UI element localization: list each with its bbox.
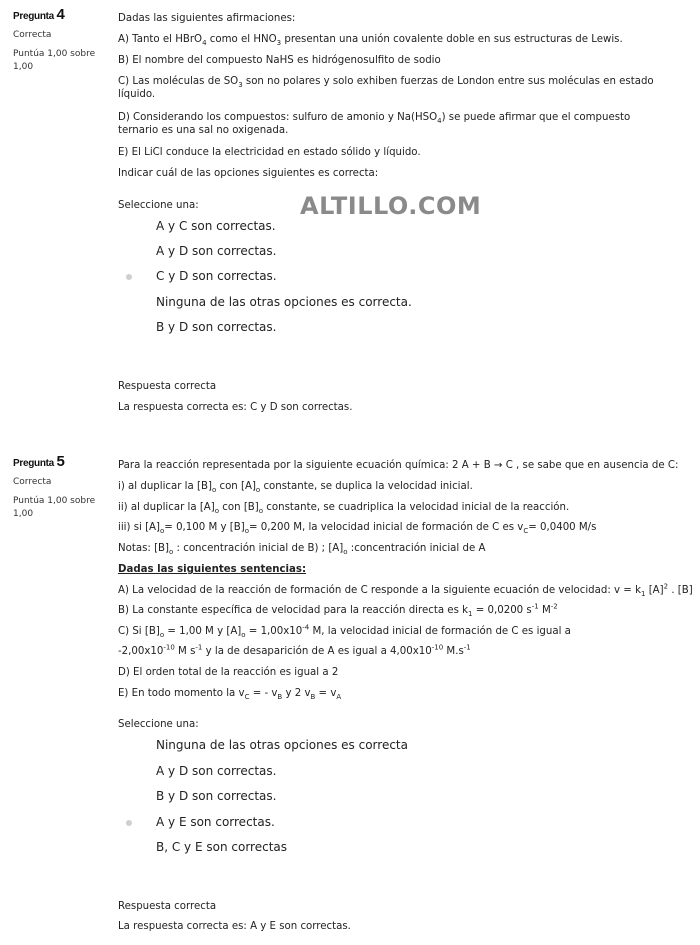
q5-statement-c-line2: $-2,00x10^{-10}$ M $s^{-1}$ y la de desaparición de A es igual a $4,00x10^{-10}$ $M.s^{-1}$	[118, 643, 471, 657]
q4-feedback: Respuesta correcta	[118, 381, 217, 392]
q4-intro: Dadas las siguientes afirmaciones:	[118, 13, 296, 24]
q5-statement-d: D) El orden total de la reacción es igual a 2	[118, 667, 339, 678]
q4-statement-d: D) Considerando los compuestos: sulfuro de amonio y $Na(HSO_4)$ se puede afirmar que el compuesto ternario es una sal no oxigenada.	[118, 112, 631, 136]
q4-option-1[interactable]: A y C son correctas.	[156, 219, 276, 233]
question-label: Pregunta 4	[13, 6, 65, 23]
question-grade: Puntúa 1,00 sobre 1,00	[13, 496, 96, 519]
q5-option-3[interactable]: B y D son correctas.	[156, 789, 277, 803]
q5-feedback: Respuesta correcta	[118, 901, 217, 912]
question-info-5	[13, 455, 108, 521]
q5-heading: Dadas las siguientes sentencias:	[118, 564, 307, 575]
q4-indicate: Indicar cuál de las opciones siguientes es correcta:	[118, 168, 379, 179]
q5-intro: Para la reacción representada por la siguiente ecuación química: 2 A + B → C , se sabe que en ausencia de C:	[118, 460, 679, 471]
q5-option-5[interactable]: B, C y E son correctas	[156, 840, 288, 854]
question-grade: Puntúa 1,00 sobre 1,00	[13, 49, 96, 72]
q5-correct-answer: La respuesta correcta es: A y E son correctas.	[118, 921, 351, 932]
q5-item-i: i) al duplicar la $[B]_o$ con $[A]_o$ constante, se duplica la velocidad inicial.	[118, 481, 473, 495]
q4-option-2[interactable]: A y D son correctas.	[156, 244, 277, 258]
q5-statement-a: A) La velocidad de la reacción de formación de C responde a la siguiente ecuación de velocidad: $v = k_1$ $[A]^2$ . [B]	[118, 582, 693, 599]
q4-option-3[interactable]: C y D son correctas.	[156, 269, 277, 283]
question-status: Correcta	[13, 477, 52, 487]
q4-statement-e: E) El LiCl conduce la electricidad en estado sólido y líquido.	[118, 147, 421, 158]
q5-item-iii: iii) si $[A]_o= 0,100$ M y $[B]_o= 0,200$ M, la velocidad inicial de formación de C es $v_C= 0,0400$ M/s	[118, 522, 597, 536]
q4-option-5[interactable]: B y D son correctas.	[156, 320, 277, 334]
question-label: Pregunta 5	[13, 453, 65, 470]
watermark: ALTILLO.COM	[300, 192, 482, 220]
q5-item-ii: ii) al duplicar la $[A]_o$ con $[B]_o$ constante, se cuadriplica la velocidad inicial de la reacción.	[118, 502, 570, 516]
q5-statement-b: B) La constante específica de velocidad para la reacción directa es $k_1 = 0,0200$ $s^{-1}$ $M^{-2}$	[118, 602, 558, 619]
q5-option-1[interactable]: Ninguna de las otras opciones es correcta	[156, 738, 408, 752]
q5-notes: Notas: $[B]_o$ : concentración inicial de B) ; $[A]_o$ :concentración inicial de A	[118, 543, 486, 557]
q4-statement-b: B) El nombre del compuesto NaHS es hidrógenosulfito de sodio	[118, 55, 441, 66]
q5-select-label: Seleccione una:	[118, 719, 199, 730]
question-info-4	[13, 8, 108, 74]
q4-statement-a: A) Tanto el HBrO$_4$ como el $HNO_3$ presentan una unión covalente doble en sus estructuras de Lewis.	[118, 34, 623, 48]
q4-correct-answer: La respuesta correcta es: C y D son correctas.	[118, 402, 353, 413]
radio-selected-icon[interactable]	[126, 274, 132, 280]
radio-selected-icon[interactable]	[126, 820, 132, 826]
q5-statement-e: E) En todo momento la $v_C$ = - $v_B$ y 2 $v_B = v_A$	[118, 688, 342, 702]
q4-statement-c: C) Las moléculas de $SO_3$ son no polares y solo exhiben fuerzas de London entre sus moléculas en estado líquido.	[118, 76, 654, 100]
q5-statement-c-line1: C) Si $[B]_o = 1,00$ M y $[A]_o = 1,00x10^{-4}$ M, la velocidad inicial de formación de C es igual a	[118, 623, 571, 640]
question-status: Correcta	[13, 30, 52, 40]
q4-select-label: Seleccione una:	[118, 200, 199, 211]
q4-option-4[interactable]: Ninguna de las otras opciones es correcta.	[156, 295, 412, 309]
q5-option-4[interactable]: A y E son correctas.	[156, 815, 275, 829]
q5-option-2[interactable]: A y D son correctas.	[156, 764, 277, 778]
